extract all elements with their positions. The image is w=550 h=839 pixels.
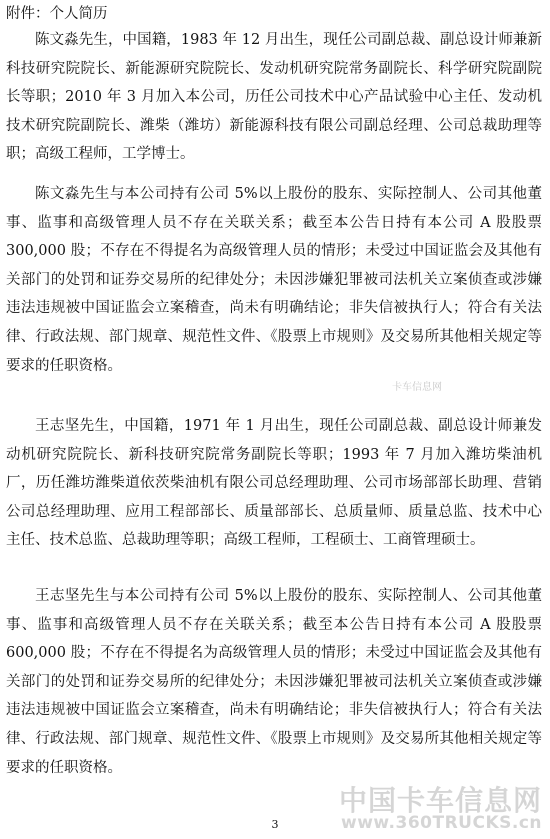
bio-paragraph-chen: 陈文淼先生，中国籍，1983 年 12 月出生，现任公司副总裁、副总设计师兼新科技研究院院长、新能源研究院院长、发动机研究院常务副院长、科学研究院副院长等职；2010 年 3 月加入本公司，历任公司技术中心产品试验中心主任、发动机技术研究院副院长、潍柴（潍坊）新能源科技有限公司副总经理、公司总裁助理等职；高级工程师，工学博士。 [6, 32, 542, 163]
site-watermark [338, 783, 542, 834]
relations-paragraph-chen: 陈文淼先生与本公司持有公司 5%以上股份的股东、实际控制人、公司其他董事、监事和高级管理人员不存在关联关系；截至本公告日持有本公司 A 股股票 300,000 股；不存在不得提名为高级管理人员的情形；未受过中国证监会及其他有关部门的处罚和证券交易所的纪律处分；未因涉嫌犯罪被司法机关立案侦查或涉嫌违法违规被中国证监会立案稽查，尚未有明确结论；非失信被执行人；符合有关法律、行政法规、部门规章、规范性文件、《股票上市规则》及交易所其他相关规定等要求的任职资格。 [6, 186, 542, 374]
relations-paragraph-wang: 王志坚先生与本公司持有公司 5%以上股份的股东、实际控制人、公司其他董事、监事和高级管理人员不存在关联关系；截至本公告日持有本公司 A 股股票 600,000 股；不存在不得提名为高级管理人员的情形；未受过中国证监会及其他有关部门的处罚和证券交易所的纪律处分；未因涉嫌犯罪被司法机关立案侦查或涉嫌违法违规被中国证监会立案稽查，尚未有明确结论；非失信被执行人；符合有关法律、行政法规、部门规章、规范性文件、《股票上市规则》及交易所其他相关规定等要求的任职资格。 [6, 588, 542, 776]
watermark-mid-text: 卡车信息网 [392, 382, 442, 393]
watermark-site-url: www.360TRUCKS.cn [341, 813, 542, 834]
page-number: 3 [271, 818, 279, 831]
attachment-heading: 附件：个人简历 [6, 6, 108, 22]
watermark-site-name: 中国卡车信息网 [338, 783, 542, 817]
bio-paragraph-wang: 王志坚先生，中国籍，1971 年 1 月出生，现任公司副总裁、副总设计师兼发动机研究院院长、新科技研究院常务副院长等职；1993 年 7 月加入潍坊柴油机厂，历任潍坊潍柴道依茨柴油机有限公司总经理助理、公司市场部部长助理、营销公司总经理助理、应用工程部部长、质量部部长、总质量师、质量总监、技术中心主任、技术总监、总裁助理等职；高级工程师，工程硕士、工商管理硕士。 [6, 418, 542, 549]
